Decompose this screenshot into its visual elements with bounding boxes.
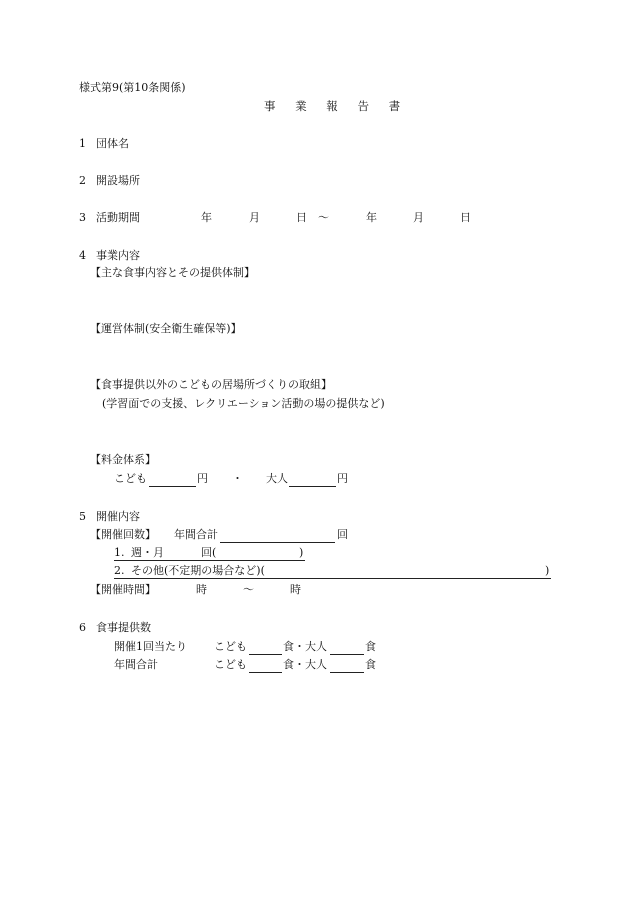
fee-child-blank[interactable]: [149, 486, 196, 487]
fee-child-yen: 円: [197, 472, 208, 485]
annual-total-label: 年間合計: [114, 658, 158, 671]
annual-child-label: こども: [214, 658, 247, 671]
fee-child-label: こども: [114, 472, 147, 485]
meal-content-heading: 【主な食事内容とその提供体制】: [90, 266, 255, 279]
option-2-number: 2.: [114, 564, 125, 577]
period-start-day: 日: [296, 211, 307, 224]
section-4-label: 事業内容: [96, 249, 140, 262]
section-3-number: 3: [79, 211, 86, 224]
period-tilde: 〜: [318, 211, 329, 224]
section-4-number: 4: [79, 249, 86, 262]
time-end-ji: 時: [290, 583, 301, 596]
section-2-label: 開設場所: [96, 174, 140, 187]
annual-child-blank[interactable]: [249, 672, 282, 673]
time-heading: 【開催時間】: [90, 583, 156, 596]
per-session-adult-blank[interactable]: [330, 654, 364, 655]
fee-heading: 【料金体系】: [90, 453, 156, 466]
per-session-child-blank[interactable]: [249, 654, 282, 655]
count-heading: 【開催回数】: [90, 528, 156, 541]
annual-adult-blank[interactable]: [330, 672, 364, 673]
option-1-kai: 回(: [201, 546, 217, 559]
option-1-text: 週・月: [131, 546, 164, 559]
section-6-number: 6: [79, 621, 86, 634]
fee-adult-yen: 円: [337, 472, 348, 485]
section-2-number: 2: [79, 174, 86, 187]
option-2-underline: [114, 578, 551, 579]
section-6-label: 食事提供数: [96, 621, 151, 634]
form-number: 様式第9(第10条関係): [79, 81, 186, 94]
ibasho-note: (学習面での支援、レクリエーション活動の場の提供など): [102, 397, 385, 410]
period-end-day: 日: [460, 211, 471, 224]
period-end-year: 年: [366, 211, 377, 224]
operation-heading: 【運営体制(安全衛生確保等)】: [90, 322, 242, 335]
annual-shoku: 食: [365, 658, 376, 671]
per-session-shoku: 食: [365, 640, 376, 653]
fee-separator-dot: ・: [232, 472, 243, 485]
option-1-underline: [114, 560, 305, 561]
section-5-number: 5: [79, 510, 86, 523]
annual-shoku-adult: 食・大人: [283, 658, 327, 671]
option-2-close: ): [545, 564, 550, 577]
option-1-close: ): [299, 546, 304, 559]
ibasho-heading: 【食事提供以外のこどもの居場所づくりの取組】: [90, 378, 332, 391]
period-end-month: 月: [413, 211, 424, 224]
section-3-label: 活動期間: [96, 211, 140, 224]
count-annual-blank[interactable]: [220, 542, 335, 543]
section-1-number: 1: [79, 137, 86, 150]
per-session-label: 開催1回当たり: [114, 640, 187, 653]
fee-adult-blank[interactable]: [289, 486, 336, 487]
per-session-shoku-adult: 食・大人: [283, 640, 327, 653]
section-1-label: 団体名: [96, 137, 129, 150]
count-annual-kai: 回: [337, 528, 348, 541]
time-tilde: 〜: [243, 583, 254, 596]
option-2-text: その他(不定期の場合など)(: [131, 564, 265, 577]
per-session-child-label: こども: [214, 640, 247, 653]
period-start-year: 年: [201, 211, 212, 224]
time-start-ji: 時: [196, 583, 207, 596]
fee-adult-label: 大人: [266, 472, 288, 485]
period-start-month: 月: [249, 211, 260, 224]
option-1-number: 1.: [114, 546, 125, 559]
count-annual-label: 年間合計: [174, 528, 218, 541]
document-title: 事 業 報 告 書: [264, 99, 409, 113]
section-5-label: 開催内容: [96, 510, 140, 523]
